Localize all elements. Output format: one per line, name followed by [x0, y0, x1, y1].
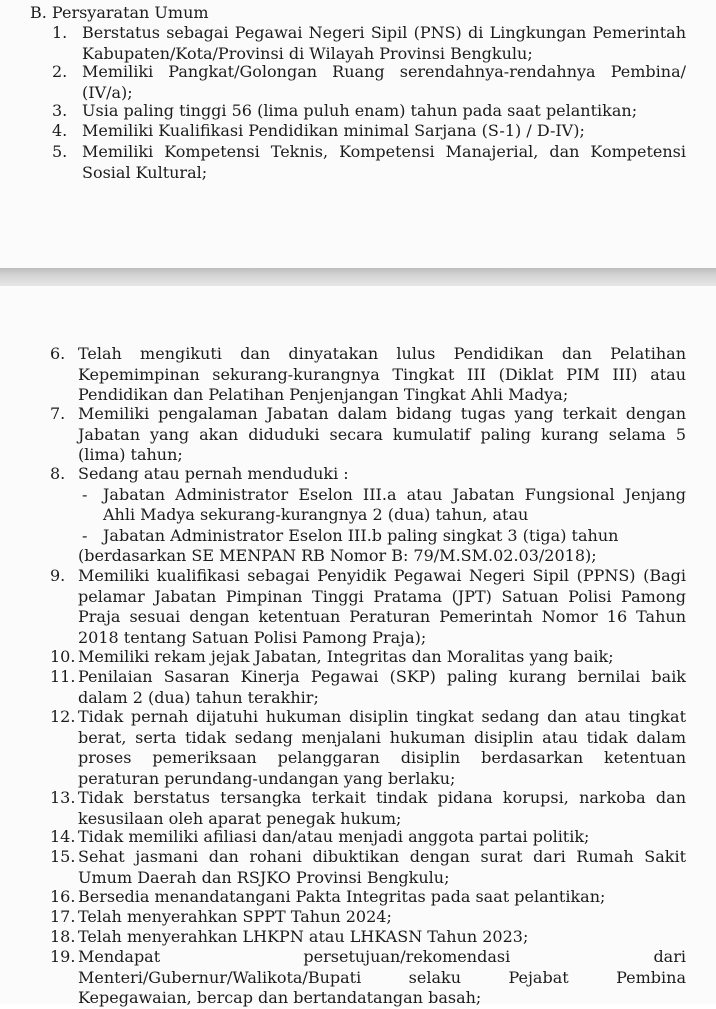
word: Menteri/Gubernur/Walikota/Bupati	[78, 967, 362, 987]
item-number: 8.	[50, 464, 66, 483]
item-text: Sedang atau pernah menduduki :	[78, 464, 349, 483]
item-number: 16.	[50, 887, 76, 906]
word: Pejabat	[508, 967, 569, 987]
list-item	[50, 566, 686, 648]
item-number: 4.	[52, 121, 68, 140]
list-item	[50, 464, 686, 567]
word: Mendapat	[78, 947, 161, 966]
item-text: Telah menyerahkan SPPT Tahun 2024;	[78, 907, 392, 926]
item-text: Berstatus sebagai Pegawai Negeri Sipil (PNS) di Lingkungan Pemerintah Kabupaten/Kota/Provinsi di Wilayah Provinsi Bengkulu;	[82, 23, 686, 63]
list-item	[50, 344, 686, 406]
word: persetujuan/rekomendasi	[303, 947, 511, 966]
document-page-top	[0, 0, 716, 268]
item-text: Memiliki pengalaman Jabatan dalam bidang tugas yang terkait dengan Jabatan yang akan diduduki secara kumulatif paling kurang selama 5 (lima) tahun;	[78, 404, 686, 464]
item-number: 10.	[50, 647, 76, 666]
word: selaku	[408, 967, 461, 987]
item-text: Usia paling tinggi 56 (lima puluh enam) tahun pada saat pelantikan;	[82, 101, 638, 120]
list-item	[50, 404, 686, 466]
list-item	[52, 23, 686, 64]
list-item	[52, 121, 686, 142]
item-text: Telah menyerahkan LHKPN atau LHKASN Tahun 2023;	[78, 927, 529, 946]
item-text: Memiliki rekam jejak Jabatan, Integritas dan Moralitas yang baik;	[78, 647, 614, 666]
word: dari	[653, 947, 686, 966]
page-divider	[0, 268, 716, 286]
list-item	[50, 947, 686, 1009]
item-text: Memiliki Kualifikasi Pendidikan minimal Sarjana (S-1) / D-IV);	[82, 121, 585, 140]
dash-bullet: -	[82, 484, 88, 504]
item-text: Tidak berstatus tersangka terkait tindak pidana korupsi, narkoba dan kesusilaan oleh aparat penegak hukum;	[78, 788, 686, 828]
item-number: 5.	[52, 142, 68, 161]
item-number: 15.	[50, 847, 76, 866]
item-sublist	[78, 485, 686, 547]
sublist-item-text: Jabatan Administrator Eselon III.a atau Jabatan Fungsional Jenjang Ahli Madya sekurang-kurangnya 2 (dua) tahun, atau	[103, 484, 686, 524]
list-item	[50, 707, 686, 789]
item-text: Memiliki kualifikasi sebagai Penyidik Pegawai Negeri Sipil (PPNS) (Bagi pelamar Jabatan Pimpinan Tinggi Pratama (JPT) Satuan Polisi Pamong Praja sesuai dengan ketentuan Peraturan Pemerintah Nomor 16 Tahun 2018 tentang Satuan Polisi Pamong Praja);	[78, 566, 686, 647]
item-text: Tidak pernah dijatuhi hukuman disiplin tingkat sedang dan atau tingkat berat, serta tidak sedang menjalani hukuman disiplin atau tidak dalam proses pemeriksaan pelanggaran disiplin berdasarkan ketentuan peraturan perundang-undangan yang berlaku;	[78, 707, 686, 788]
list-item	[52, 101, 686, 122]
list-item	[50, 667, 686, 708]
list-item	[50, 847, 686, 888]
item-text: Telah mengikuti dan dinyatakan lulus Pendidikan dan Pelatihan Kepemimpinan sekurang-kurangnya Tingkat III (Diklat PIM III) atau Pendidikan dan Pelatihan Penjenjangan Tingkat Ahli Madya;	[78, 344, 686, 404]
sublist-item-text: Jabatan Administrator Eselon III.b paling singkat 3 (tiga) tahun	[103, 525, 619, 545]
item-text: Memiliki Pangkat/Golongan Ruang serendahnya-rendahnya Pembina/ (IV/a);	[82, 62, 686, 102]
item-text: Sehat jasmani dan rohani dibuktikan dengan surat dari Rumah Sakit Umum Daerah dan RSJKO Provinsi Bengkulu;	[78, 847, 686, 887]
item-number: 13.	[50, 788, 76, 807]
item-number: 7.	[50, 404, 66, 423]
list-item	[50, 647, 686, 668]
item-text	[78, 947, 686, 1009]
item-text: Tidak memiliki afiliasi dan/atau menjadi anggota partai politik;	[78, 827, 590, 846]
list-item	[50, 788, 686, 829]
item-number: 2.	[52, 62, 68, 81]
item-number: 1.	[52, 23, 68, 42]
item-number: 14.	[50, 827, 76, 846]
item-number: 11.	[50, 667, 76, 686]
item-line	[78, 947, 686, 968]
list-item	[50, 907, 686, 928]
sublist-item	[78, 485, 686, 526]
item-number: 17.	[50, 907, 76, 926]
list-item	[50, 887, 686, 908]
item-note: (berdasarkan SE MENPAN RB Nomor B: 79/M.SM.02.03/2018);	[78, 546, 597, 565]
item-number: 18.	[50, 927, 76, 946]
list-item	[52, 62, 686, 103]
item-number: 6.	[50, 344, 66, 363]
item-number: 3.	[52, 101, 68, 120]
word: Pembina	[616, 967, 686, 987]
item-number: 19.	[50, 947, 76, 966]
list-item	[50, 827, 686, 848]
item-line: Kepegawaian, bercap dan bertandatangan basah;	[78, 988, 482, 1007]
section-heading: B. Persyaratan Umum	[30, 3, 209, 22]
dash-bullet: -	[82, 525, 88, 545]
list-item	[50, 927, 686, 948]
item-number: 12.	[50, 707, 76, 726]
sublist-item	[78, 526, 686, 547]
item-text: Bersedia menandatangani Pakta Integritas pada saat pelantikan;	[78, 887, 606, 906]
item-text: Memiliki Kompetensi Teknis, Kompetensi Manajerial, dan Kompetensi Sosial Kultural;	[82, 142, 686, 182]
document-page-bottom	[0, 286, 716, 1007]
item-text: Penilaian Sasaran Kinerja Pegawai (SKP) paling kurang bernilai baik dalam 2 (dua) tahun terakhir;	[78, 667, 686, 707]
item-number: 9.	[50, 566, 66, 585]
item-line	[78, 968, 686, 989]
list-item	[52, 142, 686, 183]
